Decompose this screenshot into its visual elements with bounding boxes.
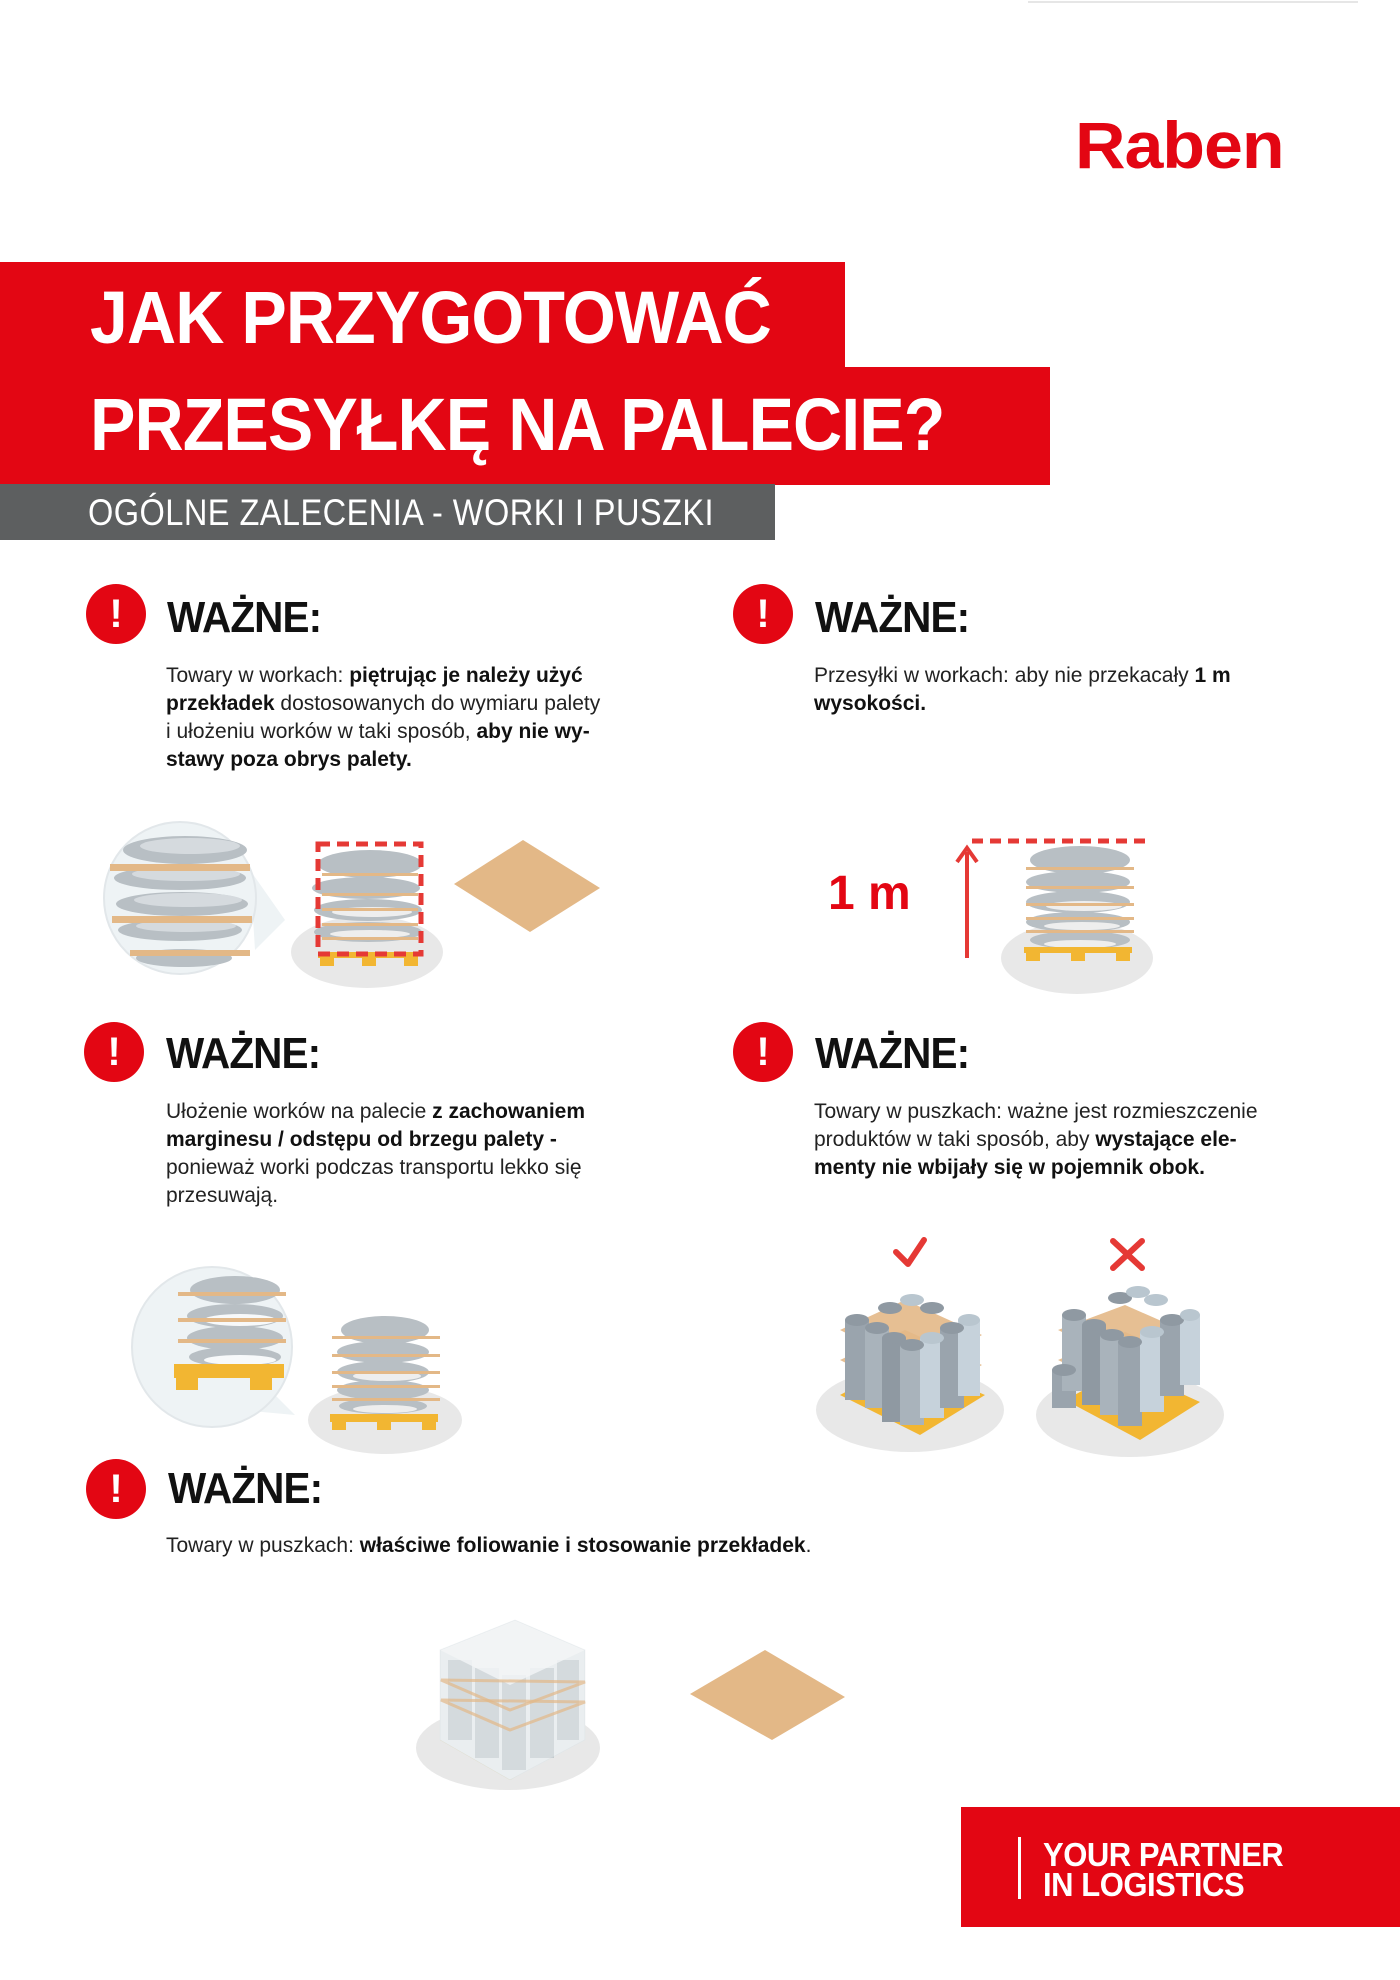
page-title-line-1: JAK PRZYGOTOWAĆ [90,276,771,359]
exclamation-icon: ! [733,584,793,644]
tagline-divider [1018,1837,1021,1899]
tagline-line-1: YOUR PARTNER [1043,1836,1284,1873]
section-body: Ułożenie worków na palecie z zachowaniem marginesu / odstępu od brzegu palety - ponieważ worki podczas transportu lekko się przesuwają. [166,1100,586,1207]
section-body: Przesyłki w workach: aby nie przekacały 1 m wysokości. [814,664,1231,715]
exclamation-icon: ! [84,1022,144,1082]
exclamation-icon: ! [733,1022,793,1082]
section-heading: WAŻNE: [166,1029,321,1078]
page-title-line-2: PRZESYŁKĘ NA PALECIE? [90,383,945,466]
cans-wrapping-illustration [380,1600,880,1800]
cross-icon [1113,1241,1142,1268]
check-icon [896,1240,924,1264]
exclamation-icon: ! [86,584,146,644]
height-limit-illustration [950,830,1180,1000]
section-heading: WAŻNE: [168,1464,323,1513]
section-body: Towary w workach: piętrując je należy użyć przekładek dostosowanych do wymiaru palety i ułożeniu worków w taki sposób, aby nie wy- stawy poza obrys palety. [166,664,601,771]
page-subtitle: OGÓLNE ZALECENIA - WORKI I PUSZKI [88,492,715,533]
bags-spacers-illustration [100,800,660,1000]
section-heading: WAŻNE: [815,593,970,642]
section-heading: WAŻNE: [815,1029,970,1078]
section-heading: WAŻNE: [167,593,322,642]
margin-illustration [100,1240,600,1460]
raben-logo: Raben [1075,108,1284,182]
tagline-line-2: IN LOGISTICS [1043,1866,1245,1903]
cans-placement-illustration [800,1220,1250,1460]
section-body: Towary w puszkach: ważne jest rozmieszczenie produktów w taki sposób, aby wystające ele- menty nie wbijały się w pojemnik obok. [814,1100,1258,1179]
exclamation-icon: ! [86,1459,146,1519]
top-divider [1028,1,1358,3]
footer-tagline-box [961,1807,1400,1927]
height-label: 1 m [828,867,911,920]
section-body: Towary w puszkach: właściwe foliowanie i stosowanie przekładek. [166,1534,812,1557]
